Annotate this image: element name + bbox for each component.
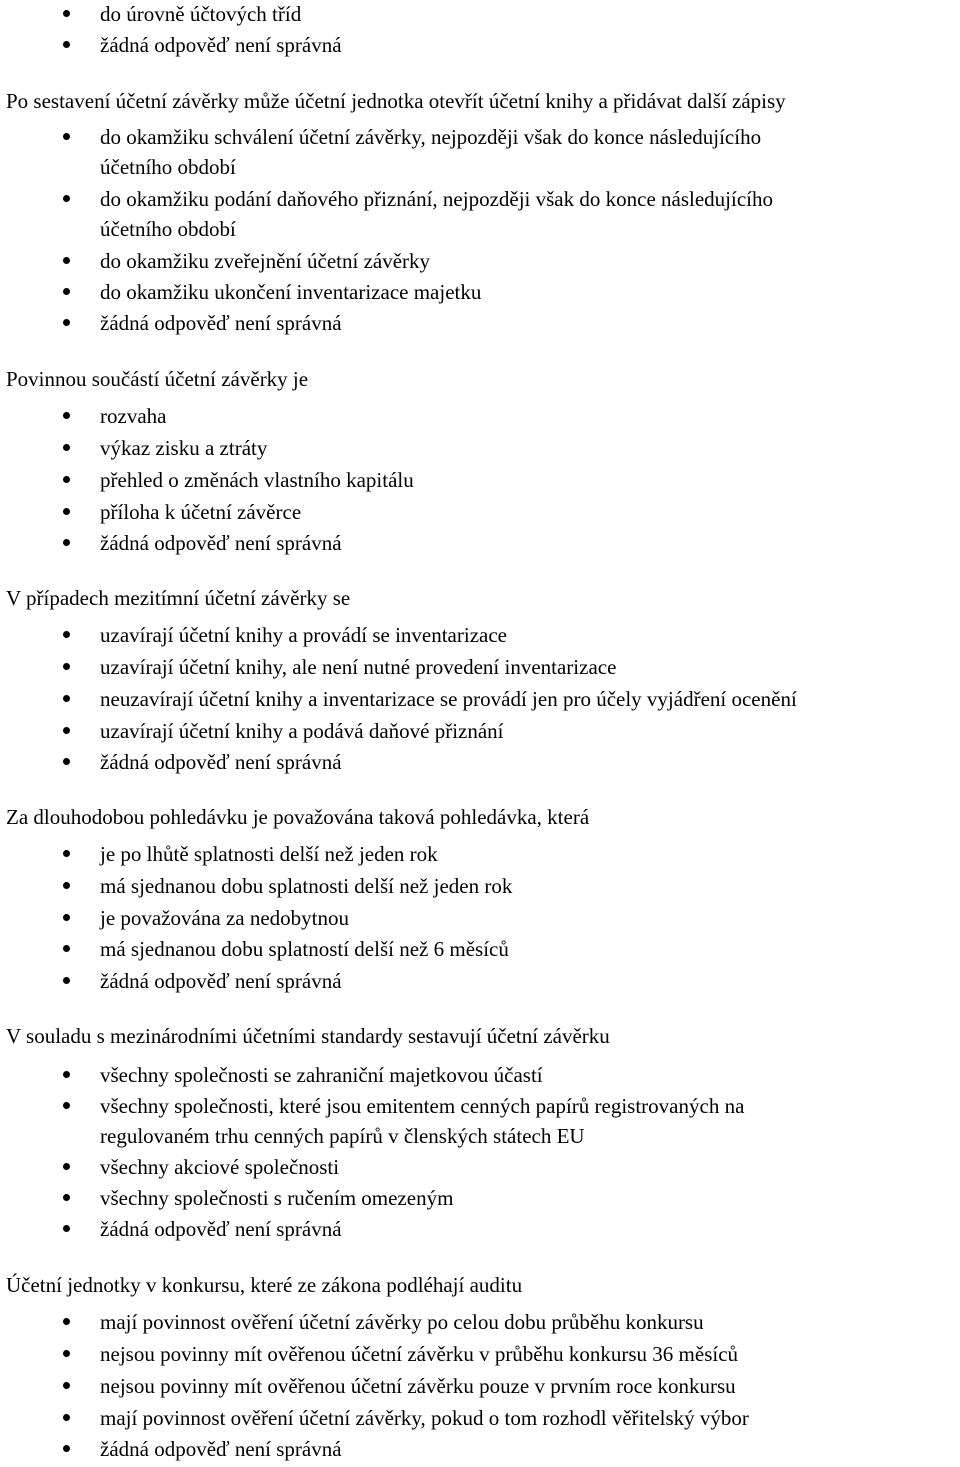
answer-text (100, 1155, 339, 1185)
answer-line: žádná odpověď není správná (100, 531, 342, 555)
answer-text (100, 687, 797, 717)
answer-text (100, 1374, 736, 1404)
answer-line: uzavírají účetní knihy a podává daňové přiznání (100, 719, 504, 743)
answer-text (100, 842, 438, 872)
bullet-icon (63, 1225, 70, 1232)
answer-line: uzavírají účetní knihy, ale není nutné provedení inventarizace (100, 655, 617, 679)
answer-text (100, 750, 342, 780)
answer-line: regulovaném trhu cenných papírů v členských státech EU (100, 1124, 585, 1148)
answer-text (100, 1217, 342, 1247)
question-text: Povinnou součástí účetní závěrky je (6, 367, 309, 391)
answer-line: účetního období (100, 155, 236, 179)
bullet-icon (63, 1102, 70, 1109)
answer-text (100, 655, 616, 685)
bullet-icon (63, 882, 70, 889)
answer-line: je po lhůtě splatnosti delší než jeden rok (100, 842, 438, 866)
bullet-icon (63, 133, 70, 140)
answer-line: mají povinnost ověření účetní závěrky po celou dobu průběhu konkursu (100, 1310, 704, 1334)
answer-line: výkaz zisku a ztráty (100, 436, 268, 460)
bullet-icon (63, 41, 70, 48)
answer-line: žádná odpověď není správná (100, 750, 342, 774)
question-text: Po sestavení účetní závěrky může účetní jednotka otevřít účetní knihy a přidávat další zápisy (6, 89, 786, 113)
answer-text (100, 436, 267, 466)
question-text: Účetní jednotky v konkursu, které ze zákona podléhají auditu (6, 1273, 523, 1297)
bullet-icon (63, 631, 70, 638)
answer-line: je považována za nedobytnou (100, 906, 349, 930)
answer-text (100, 969, 342, 999)
answer-line: žádná odpověď není správná (100, 1437, 342, 1461)
answer-text (100, 1186, 453, 1216)
answer-line: uzavírají účetní knihy a provádí se inventarizace (100, 623, 507, 647)
answer-text (100, 1310, 704, 1340)
answer-text (100, 937, 509, 967)
bullet-icon (63, 412, 70, 419)
bullet-icon (63, 1414, 70, 1421)
bullet-icon (63, 1071, 70, 1078)
bullet-icon (63, 10, 70, 17)
bullet-icon (63, 319, 70, 326)
answer-line: do okamžiku podání daňového přiznání, nejpozději však do konce následujícího (100, 187, 773, 211)
answer-line: do okamžiku schválení účetní závěrky, nejpozději však do konce následujícího (100, 125, 762, 149)
answer-line: všechny akciové společnosti (100, 1155, 340, 1179)
answer-line: má sjednanou dobu splatnosti delší než jeden rok (100, 874, 513, 898)
answer-text (100, 500, 301, 530)
bullet-icon (63, 663, 70, 670)
answer-line: přehled o změnách vlastního kapitálu (100, 468, 414, 492)
answer-line: nejsou povinny mít ověřenou účetní závěrku pouze v prvním roce konkursu (100, 1374, 736, 1398)
bullet-icon (63, 476, 70, 483)
bullet-icon (63, 444, 70, 451)
answer-text (100, 874, 512, 904)
answer-text (100, 311, 342, 341)
answer-line: všechny společnosti, které jsou emitentem cenných papírů registrovaných na (100, 1094, 745, 1118)
answer-text (100, 249, 430, 279)
answer-text (100, 1063, 543, 1093)
bullet-icon (63, 1445, 70, 1452)
answer-text (100, 33, 342, 63)
bullet-icon (63, 695, 70, 702)
question-text: V případech mezitímní účetní závěrky se (6, 586, 351, 610)
answer-line: účetního období (100, 217, 236, 241)
answer-text (100, 1094, 744, 1154)
answer-line: rozvaha (100, 404, 167, 428)
bullet-icon (63, 539, 70, 546)
answer-text (100, 1342, 738, 1372)
answer-line: má sjednanou dobu splatností delší než 6 měsíců (100, 937, 509, 961)
answer-line: žádná odpověď není správná (100, 1217, 342, 1241)
answer-text (100, 280, 481, 310)
answer-line: žádná odpověď není správná (100, 33, 342, 57)
answer-text (100, 187, 773, 247)
bullet-icon (63, 1194, 70, 1201)
answer-line: všechny společnosti s ručením omezeným (100, 1186, 454, 1210)
answer-text (100, 531, 342, 561)
answer-line: nejsou povinny mít ověřenou účetní závěrku v průběhu konkursu 36 měsíců (100, 1342, 739, 1366)
answer-line: žádná odpověď není správná (100, 969, 342, 993)
answer-line: příloha k účetní závěrce (100, 500, 302, 524)
answer-text (100, 468, 414, 498)
bullet-icon (63, 508, 70, 515)
answer-line: do úrovně účtových tříd (100, 2, 302, 26)
bullet-icon (63, 1350, 70, 1357)
bullet-icon (63, 850, 70, 857)
bullet-icon (63, 914, 70, 921)
answer-line: mají povinnost ověření účetní závěrky, pokud o tom rozhodl věřitelský výbor (100, 1406, 749, 1430)
bullet-icon (63, 1318, 70, 1325)
bullet-icon (63, 288, 70, 295)
question-text: V souladu s mezinárodními účetními standardy sestavují účetní závěrku (6, 1024, 610, 1048)
bullet-icon (63, 195, 70, 202)
answer-text (100, 623, 507, 653)
bullet-icon (63, 1382, 70, 1389)
bullet-icon (63, 257, 70, 264)
answer-line: neuzavírají účetní knihy a inventarizace se provádí jen pro účely vyjádření ocenění (100, 687, 797, 711)
answer-text (100, 906, 349, 936)
bullet-icon (63, 758, 70, 765)
answer-text (100, 125, 761, 185)
bullet-icon (63, 977, 70, 984)
answer-text (100, 404, 166, 434)
answer-line: do okamžiku zveřejnění účetní závěrky (100, 249, 431, 273)
answer-line: do okamžiku ukončení inventarizace majetku (100, 280, 482, 304)
answer-line: všechny společnosti se zahraniční majetkovou účastí (100, 1063, 543, 1087)
answer-text (100, 1406, 749, 1436)
bullet-icon (63, 945, 70, 952)
answer-text (100, 2, 301, 32)
question-text: Za dlouhodobou pohledávku je považována taková pohledávka, která (6, 805, 590, 829)
answer-line: žádná odpověď není správná (100, 311, 342, 335)
bullet-icon (63, 727, 70, 734)
bullet-icon (63, 1163, 70, 1170)
answer-text (100, 719, 504, 749)
